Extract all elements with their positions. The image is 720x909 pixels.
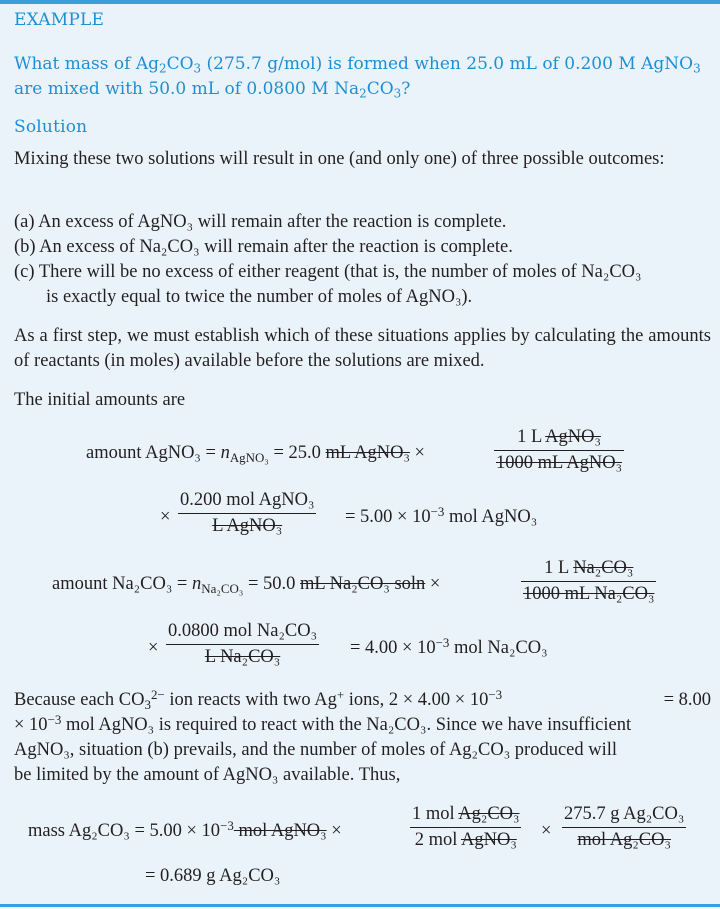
outcome-a: (a) An excess of AgNO₃ will remain after the reaction is complete. [14, 212, 507, 232]
eq2-times-sign: × [148, 638, 159, 658]
intro-paragraph: Mixing these two solutions will result in one (and only one) of three possible outcomes: [14, 149, 665, 169]
eq2-fraction-molarity: 0.0800 mol Na₂CO₃ L Na₂CO₃ [168, 621, 318, 667]
eq1-fraction-liters: 1 L AgNO₃ 1000 mL AgNO₃ [496, 427, 623, 473]
eq3-fraction-molar-mass: 275.7 g Ag₂CO₃ mol Ag₂CO₃ [564, 804, 685, 850]
example-label: EXAMPLE [14, 10, 105, 30]
initial-amounts-text: The initial amounts are [14, 390, 186, 410]
eq3-lhs: mass $Ag_2CO_3 = 5.00 \times 10^{-3}$ mol AgNO₃ × [28, 818, 342, 841]
eq1-lhs: amount AgNO₃ = $n_{AgNO_3} = 25.0$ mL AgNO₃ × [86, 443, 425, 465]
outcome-list [14, 210, 714, 310]
step-paragraph: As a first step, we must establish which of these situations applies by calculating the amounts of reactants (in moles) available before the solutions are mixed. [14, 326, 711, 371]
eq1-fraction-molarity: 0.200 mol AgNO₃ L AgNO₃ [180, 490, 315, 536]
outcome-c: (c) There will be no excess of either reagent (that is, the number of moles of Na₂CO₃ [14, 262, 642, 282]
top-rule [0, 0, 720, 4]
solution-label: Solution [14, 117, 88, 137]
eq2-fraction-liters: 1 L Na₂CO₃ 1000 mL Na₂CO₃ [523, 558, 655, 604]
eq2-lhs: amount $Na_2CO_3 = n_{Na_2CO_3} = 50.0$ mL Na₂CO₃ soln × [52, 574, 441, 596]
eq1-times-sign: × [160, 507, 171, 527]
eq1-result: = $5.00 \times 10^{-3}$ mol AgNO₃ [345, 504, 538, 527]
eq3-times-sign: × [541, 821, 552, 841]
question-text: What mass of $Ag_2CO_3$ (275.7 g/mol) is formed when 25.0 mL of 0.200 M AgNO$_3$ are mixed with 50.0 mL of 0.0800 M $Na_2CO_3$? [14, 54, 701, 101]
eq3-fraction-mole-ratio: 1 mol Ag₂CO₃ 2 mol AgNO₃ [412, 804, 520, 850]
because-paragraph: Because each $CO_3^{2-}$ ion reacts with two Ag+ ions, $2 \times 4.00 \times 10^{-3}$ = 8.00 × $10^{-3}$ mol AgNO₃ is required to react with the Na₂CO₃. Since we have insufficient AgNO₃, situation (b) prevails, and the number of moles of Ag₂CO₃ produced will be limited by the amount of AgNO₃ available. Thus, [14, 687, 711, 785]
outcome-b: (b) An excess of Na₂CO₃ will remain after the reaction is complete. [14, 237, 513, 257]
eq2-result: = $4.00 \times 10^{-3}$ mol Na₂CO₃ [350, 635, 548, 658]
outcome-c-continued: is exactly equal to twice the number of moles of AgNO₃). [46, 287, 473, 307]
eq3-final-result: = 0.689 g Ag₂CO₃ [145, 866, 281, 886]
bottom-rule [0, 904, 720, 907]
